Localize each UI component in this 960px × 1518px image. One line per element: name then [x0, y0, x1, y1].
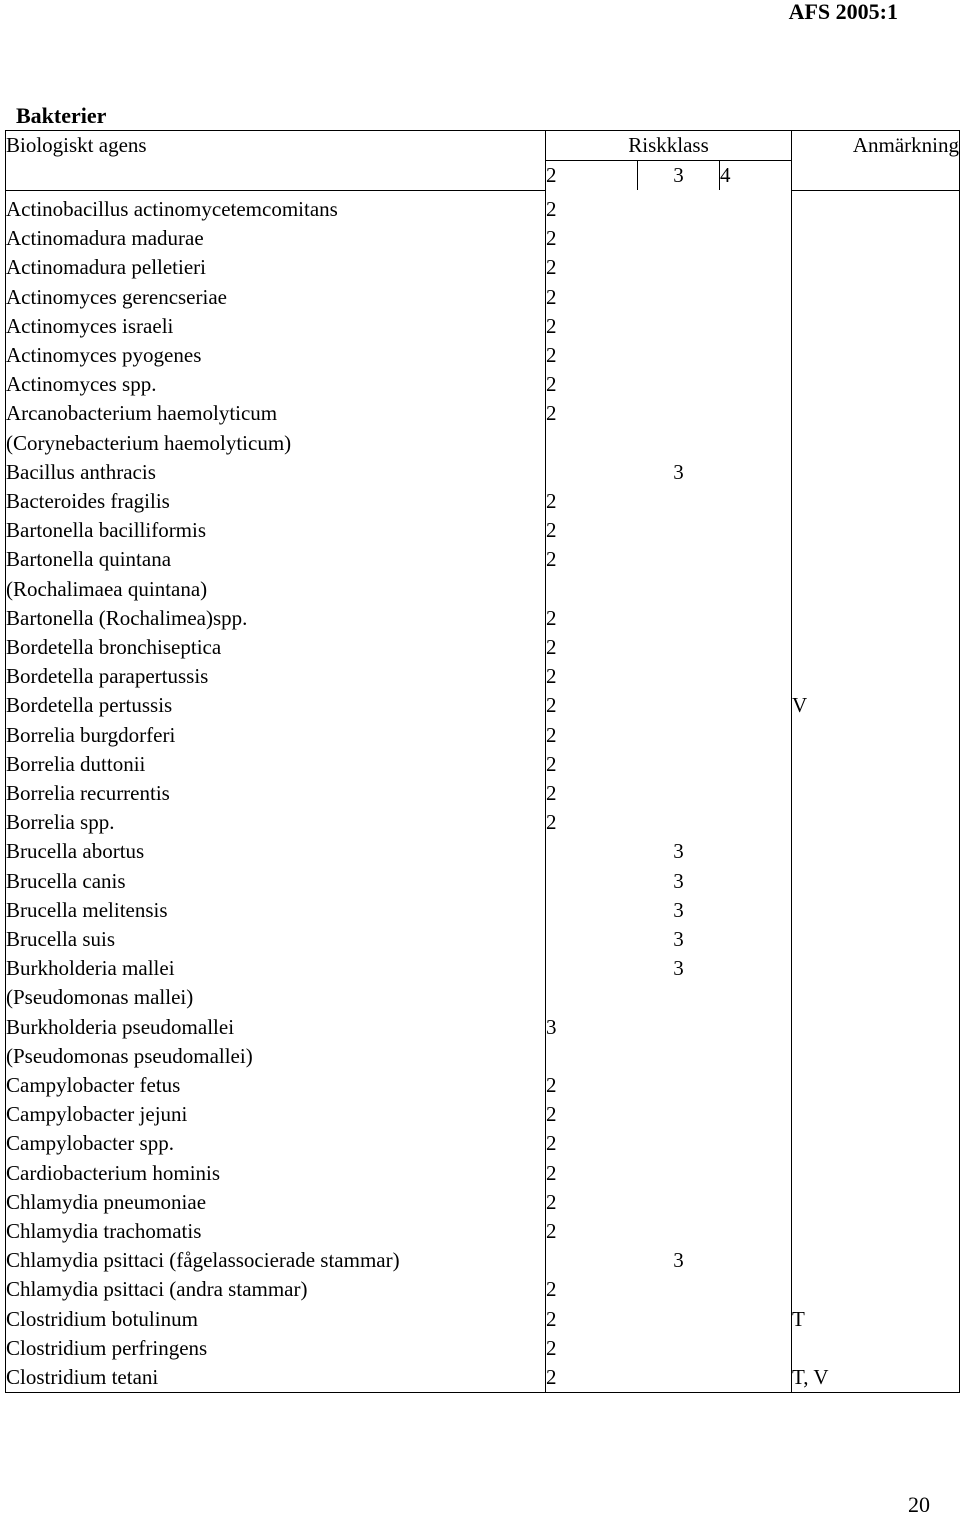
- table-row: [6, 1305, 960, 1334]
- table-row: [6, 545, 960, 574]
- risk-class-2-cell: [546, 896, 638, 925]
- risk-class-3-cell: [638, 1042, 720, 1071]
- risk-class-2-cell: 2: [546, 693, 557, 718]
- agent-name-cell: Chlamydia trachomatis: [6, 1217, 546, 1246]
- risk-class-2-cell: [546, 954, 638, 983]
- risk-class-4-cell: [720, 1275, 792, 1304]
- agent-name-cell: (Pseudomonas pseudomallei): [6, 1042, 546, 1071]
- agent-name-cell: Brucella melitensis: [6, 896, 546, 925]
- risk-class-2-cell: [546, 983, 638, 1012]
- table-row: [6, 983, 960, 1012]
- agent-name-cell: Clostridium botulinum: [6, 1305, 546, 1334]
- agent-name-cell: Bordetella bronchiseptica: [6, 633, 546, 662]
- agent-name-cell: (Pseudomonas mallei): [6, 983, 546, 1012]
- remark-cell: [792, 604, 960, 633]
- remark-cell: [792, 575, 960, 604]
- risk-class-3-cell: [638, 1217, 720, 1246]
- risk-class-3-cell: [638, 399, 720, 428]
- col-header-risk-class: Riskklass: [546, 131, 792, 161]
- risk-sub-2: 2: [546, 161, 638, 191]
- remark-cell: [792, 399, 960, 428]
- risk-class-4-cell: [720, 954, 792, 983]
- table-row: [6, 750, 960, 779]
- risk-class-4-cell: [720, 1334, 792, 1363]
- risk-class-2-cell: 2: [546, 255, 557, 280]
- risk-class-3-cell: [638, 750, 720, 779]
- risk-class-4-cell: [720, 312, 792, 341]
- risk-class-2-cell: 2: [546, 605, 557, 630]
- risk-class-3-cell: 3: [673, 1248, 684, 1273]
- risk-class-2-cell: [546, 575, 638, 604]
- risk-class-4-cell: [720, 837, 792, 866]
- risk-class-2-cell: 2: [546, 1131, 557, 1156]
- risk-class-4-cell: [720, 1363, 792, 1393]
- risk-class-2-cell: [546, 1246, 638, 1275]
- risk-class-4-cell: [720, 399, 792, 428]
- risk-class-3-cell: [638, 1100, 720, 1129]
- table-row: [6, 1275, 960, 1304]
- agent-name-cell: Actinomyces gerencseriae: [6, 283, 546, 312]
- agent-name-cell: Brucella canis: [6, 867, 546, 896]
- agent-name-cell: Chlamydia psittaci (andra stammar): [6, 1275, 546, 1304]
- remark-cell: [792, 779, 960, 808]
- remark-cell: [792, 1071, 960, 1100]
- risk-class-3-cell: 3: [673, 897, 684, 922]
- table-row: [6, 1363, 960, 1393]
- remark-cell: [792, 721, 960, 750]
- table-row: [6, 1042, 960, 1071]
- risk-class-3-cell: 3: [673, 459, 684, 484]
- risk-class-4-cell: [720, 925, 792, 954]
- risk-class-2-cell: 2: [546, 1160, 557, 1185]
- remark-cell: [792, 190, 960, 224]
- table-row: [6, 575, 960, 604]
- risk-class-2-cell: 2: [546, 488, 557, 513]
- remark-cell: [792, 1042, 960, 1071]
- risk-class-3-cell: [638, 1275, 720, 1304]
- risk-class-2-cell: 2: [546, 226, 557, 251]
- section-title: Bakterier: [16, 103, 107, 128]
- risk-class-3-cell: [638, 983, 720, 1012]
- table-row: [6, 1129, 960, 1158]
- table-row: [6, 429, 960, 458]
- table-row: [6, 224, 960, 253]
- agent-name-cell: Burkholderia pseudomallei: [6, 1013, 546, 1042]
- risk-class-2-cell: [546, 837, 638, 866]
- table-row: [6, 691, 960, 720]
- table-body: [6, 190, 960, 1392]
- risk-class-2-cell: [546, 867, 638, 896]
- risk-class-3-cell: [638, 662, 720, 691]
- risk-class-2-cell: [546, 429, 638, 458]
- agent-name-cell: Brucella suis: [6, 925, 546, 954]
- remark-cell: [792, 545, 960, 574]
- risk-class-3-cell: [638, 283, 720, 312]
- risk-class-2-cell: 2: [546, 810, 557, 835]
- table-row: [6, 1071, 960, 1100]
- remark-cell: [792, 925, 960, 954]
- risk-class-2-cell: 2: [546, 1102, 557, 1127]
- table-header-row: [6, 131, 960, 161]
- agent-name-cell: Actinomadura pelletieri: [6, 253, 546, 282]
- col-header-agent: Biologiskt agens: [6, 131, 546, 191]
- table-row: [6, 925, 960, 954]
- risk-class-4-cell: [720, 1246, 792, 1275]
- risk-sub-3: 3: [638, 161, 720, 191]
- remark-cell: [792, 1246, 960, 1275]
- risk-class-3-cell: [638, 545, 720, 574]
- risk-class-4-cell: [720, 516, 792, 545]
- table-row: [6, 190, 960, 224]
- remark-cell: [792, 983, 960, 1012]
- table-row: [6, 867, 960, 896]
- agent-name-cell: Actinobacillus actinomycetemcomitans: [6, 190, 546, 224]
- risk-class-3-cell: 3: [673, 839, 684, 864]
- risk-class-3-cell: [638, 633, 720, 662]
- risk-class-4-cell: [720, 253, 792, 282]
- agent-name-cell: Campylobacter spp.: [6, 1129, 546, 1158]
- table-row: [6, 1100, 960, 1129]
- risk-class-2-cell: [546, 925, 638, 954]
- risk-class-3-cell: [638, 1159, 720, 1188]
- remark-cell: [792, 896, 960, 925]
- remark-cell: [792, 662, 960, 691]
- risk-class-3-cell: [638, 808, 720, 837]
- risk-class-2-cell: 2: [546, 664, 557, 689]
- risk-class-4-cell: [720, 1042, 792, 1071]
- risk-class-2-cell: 3: [546, 1014, 557, 1039]
- biological-agents-table: [5, 130, 960, 1393]
- risk-sub-4: 4: [720, 163, 731, 188]
- agent-name-cell: Borrelia duttonii: [6, 750, 546, 779]
- remark-cell: [792, 750, 960, 779]
- agent-name-cell: Clostridium tetani: [6, 1363, 546, 1393]
- remark-cell: [792, 867, 960, 896]
- agent-name-cell: (Corynebacterium haemolyticum): [6, 429, 546, 458]
- risk-class-4-cell: [720, 867, 792, 896]
- document-code: AFS 2005:1: [788, 0, 898, 24]
- remark-cell: [792, 1334, 960, 1363]
- agent-name-cell: Bacillus anthracis: [6, 458, 546, 487]
- risk-class-4-cell: [720, 190, 792, 224]
- risk-class-3-cell: [638, 224, 720, 253]
- risk-class-4-cell: [720, 487, 792, 516]
- remark-cell: [792, 370, 960, 399]
- risk-class-3-cell: [638, 604, 720, 633]
- remark-cell: [792, 1100, 960, 1129]
- risk-class-2-cell: 2: [546, 401, 557, 426]
- remark-cell: [792, 1129, 960, 1158]
- table-row: [6, 1013, 960, 1042]
- risk-class-2-cell: 2: [546, 1277, 557, 1302]
- risk-class-4-cell: [720, 1188, 792, 1217]
- risk-class-4-cell: [720, 224, 792, 253]
- risk-class-3-cell: [638, 1334, 720, 1363]
- remark-cell: [792, 954, 960, 983]
- risk-class-3-cell: [638, 575, 720, 604]
- agent-name-cell: Borrelia burgdorferi: [6, 721, 546, 750]
- risk-class-3-cell: [638, 721, 720, 750]
- risk-class-4-cell: [720, 283, 792, 312]
- table-row: [6, 283, 960, 312]
- risk-class-2-cell: 2: [546, 1306, 557, 1331]
- risk-class-3-cell: [638, 516, 720, 545]
- agent-name-cell: Bartonella bacilliformis: [6, 516, 546, 545]
- agent-name-cell: Borrelia recurrentis: [6, 779, 546, 808]
- risk-class-4-cell: [720, 750, 792, 779]
- table-row: [6, 370, 960, 399]
- risk-class-3-cell: [638, 1129, 720, 1158]
- agent-name-cell: Actinomyces pyogenes: [6, 341, 546, 370]
- risk-class-4-cell: [720, 808, 792, 837]
- risk-class-4-cell: [720, 458, 792, 487]
- table-row: [6, 458, 960, 487]
- remark-cell: T, V: [792, 1363, 960, 1393]
- risk-class-3-cell: [638, 779, 720, 808]
- risk-class-4-cell: [720, 1100, 792, 1129]
- agent-name-cell: Actinomadura madurae: [6, 224, 546, 253]
- remark-cell: [792, 837, 960, 866]
- remark-cell: [792, 429, 960, 458]
- remark-cell: [792, 1159, 960, 1188]
- risk-class-4-cell: [720, 662, 792, 691]
- remark-cell: [792, 808, 960, 837]
- risk-class-2-cell: 2: [546, 1189, 557, 1214]
- agent-name-cell: Borrelia spp.: [6, 808, 546, 837]
- risk-class-3-cell: [638, 691, 720, 720]
- risk-class-2-cell: 2: [546, 780, 557, 805]
- remark-cell: V: [792, 691, 960, 720]
- table-row: [6, 399, 960, 428]
- risk-class-3-cell: [638, 1071, 720, 1100]
- risk-class-2-cell: 2: [546, 634, 557, 659]
- risk-class-3-cell: 3: [673, 956, 684, 981]
- agent-name-cell: Bordetella parapertussis: [6, 662, 546, 691]
- table-row: [6, 837, 960, 866]
- table-row: [6, 662, 960, 691]
- remark-cell: [792, 224, 960, 253]
- risk-class-2-cell: 2: [546, 751, 557, 776]
- agent-name-cell: Campylobacter jejuni: [6, 1100, 546, 1129]
- table-row: [6, 1159, 960, 1188]
- remark-cell: [792, 253, 960, 282]
- table-row: [6, 487, 960, 516]
- risk-class-2-cell: 2: [546, 1219, 557, 1244]
- agent-name-cell: Bartonella quintana: [6, 545, 546, 574]
- remark-cell: [792, 1188, 960, 1217]
- risk-class-2-cell: 2: [546, 372, 557, 397]
- remark-cell: [792, 516, 960, 545]
- risk-class-3-cell: [638, 429, 720, 458]
- risk-class-3-cell: [638, 370, 720, 399]
- remark-cell: [792, 341, 960, 370]
- risk-class-4-cell: [720, 1129, 792, 1158]
- agent-name-cell: Burkholderia mallei: [6, 954, 546, 983]
- table-row: [6, 341, 960, 370]
- risk-class-4-cell: [720, 341, 792, 370]
- risk-class-4-cell: [720, 1217, 792, 1246]
- risk-class-4-cell: [720, 779, 792, 808]
- agent-name-cell: Brucella abortus: [6, 837, 546, 866]
- risk-class-2-cell: 2: [546, 518, 557, 543]
- table-row: [6, 954, 960, 983]
- risk-class-2-cell: 2: [546, 1335, 557, 1360]
- risk-class-2-cell: [546, 1042, 638, 1071]
- remark-cell: [792, 312, 960, 341]
- table-row: [6, 896, 960, 925]
- risk-class-4-cell: [720, 545, 792, 574]
- page-number: 20: [908, 1492, 930, 1517]
- risk-class-3-cell: [638, 1188, 720, 1217]
- risk-class-3-cell: [638, 1363, 720, 1393]
- agent-name-cell: (Rochalimaea quintana): [6, 575, 546, 604]
- risk-class-4-cell: [720, 691, 792, 720]
- table-row: [6, 516, 960, 545]
- risk-class-3-cell: 3: [673, 926, 684, 951]
- risk-class-3-cell: [638, 1013, 720, 1042]
- agent-name-cell: Arcanobacterium haemolyticum: [6, 399, 546, 428]
- remark-cell: [792, 283, 960, 312]
- table-row: [6, 1246, 960, 1275]
- risk-class-4-cell: [720, 983, 792, 1012]
- risk-class-2-cell: 2: [546, 1073, 557, 1097]
- risk-class-2-cell: 2: [546, 313, 557, 338]
- risk-class-4-cell: [720, 1305, 792, 1334]
- risk-class-4-cell: [720, 1013, 792, 1042]
- agent-name-cell: Bartonella (Rochalimea)spp.: [6, 604, 546, 633]
- table-row: [6, 253, 960, 282]
- agent-name-cell: Actinomyces israeli: [6, 312, 546, 341]
- table-row: [6, 1334, 960, 1363]
- risk-class-4-cell: [720, 429, 792, 458]
- risk-class-3-cell: [638, 312, 720, 341]
- table-row: [6, 312, 960, 341]
- risk-class-4-cell: [720, 896, 792, 925]
- agent-name-cell: Chlamydia pneumoniae: [6, 1188, 546, 1217]
- table-row: [6, 633, 960, 662]
- agent-name-cell: Chlamydia psittaci (fågelassocierade stammar): [6, 1246, 546, 1275]
- table-row: [6, 808, 960, 837]
- risk-class-3-cell: [638, 1305, 720, 1334]
- table-row: [6, 1217, 960, 1246]
- risk-class-3-cell: [638, 341, 720, 370]
- table-row: [6, 779, 960, 808]
- table-row: [6, 604, 960, 633]
- risk-class-2-cell: 2: [546, 722, 557, 747]
- risk-class-2-cell: 2: [546, 196, 557, 221]
- risk-class-2-cell: 2: [546, 342, 557, 367]
- remark-cell: [792, 1217, 960, 1246]
- risk-class-4-cell: [720, 633, 792, 662]
- table-row: [6, 721, 960, 750]
- remark-cell: [792, 1275, 960, 1304]
- risk-class-4-cell: [720, 370, 792, 399]
- risk-class-3-cell: [638, 190, 720, 224]
- risk-class-4-cell: [720, 721, 792, 750]
- remark-cell: [792, 1013, 960, 1042]
- table-row: [6, 1188, 960, 1217]
- risk-class-3-cell: [638, 253, 720, 282]
- remark-cell: [792, 633, 960, 662]
- risk-class-4-cell: [720, 604, 792, 633]
- risk-class-3-cell: [638, 487, 720, 516]
- agent-name-cell: Bacteroides fragilis: [6, 487, 546, 516]
- agent-name-cell: Actinomyces spp.: [6, 370, 546, 399]
- remark-cell: T: [792, 1305, 960, 1334]
- remark-cell: [792, 458, 960, 487]
- agent-name-cell: Clostridium perfringens: [6, 1334, 546, 1363]
- risk-class-2-cell: 2: [546, 284, 557, 309]
- risk-class-4-cell: [720, 1071, 792, 1100]
- risk-class-3-cell: 3: [673, 868, 684, 893]
- risk-class-4-cell: [720, 575, 792, 604]
- agent-name-cell: Cardiobacterium hominis: [6, 1159, 546, 1188]
- risk-class-2-cell: 2: [546, 1363, 638, 1393]
- agent-name-cell: Campylobacter fetus: [6, 1071, 546, 1100]
- col-header-remark: Anmärkning: [792, 131, 960, 191]
- remark-cell: [792, 487, 960, 516]
- agent-name-cell: Bordetella pertussis: [6, 691, 546, 720]
- risk-class-2-cell: 2: [546, 547, 557, 572]
- risk-class-2-cell: [546, 458, 638, 487]
- risk-class-4-cell: [720, 1159, 792, 1188]
